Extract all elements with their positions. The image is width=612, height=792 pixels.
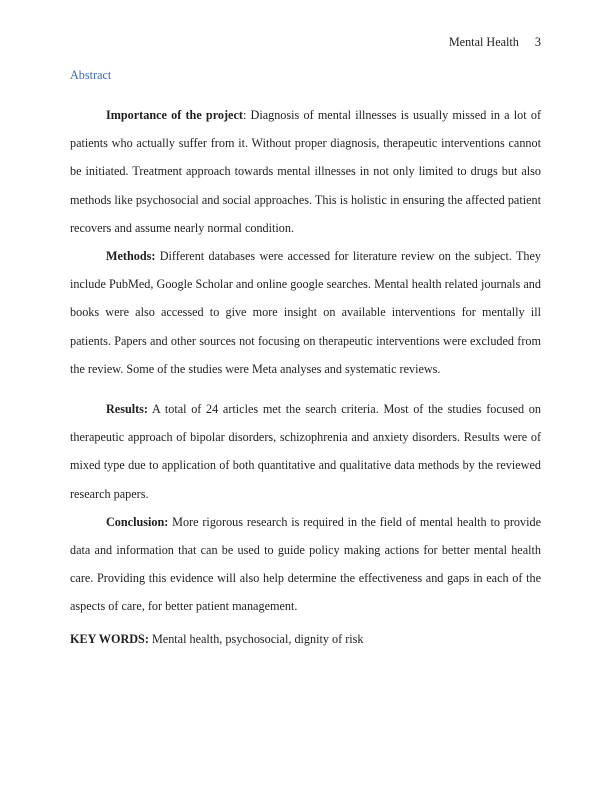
- paragraph-methods-text: Different databases were accessed for literature review on the subject. They include PubMed, Google Scholar and online google searches. Mental health related journals and books were also accessed to give more insight on available interventions for mentally ill patients. Papers and other sources not focusing on therapeutic interventions were excluded from the review. Some of the studies were Meta analyses and systematic reviews.: [70, 249, 541, 376]
- paragraph-importance-label: Importance of the project: [106, 108, 243, 122]
- keywords-text: Mental health, psychosocial, dignity of risk: [148, 631, 364, 646]
- paragraph-importance: [70, 101, 541, 242]
- paragraph-methods-label: Methods:: [106, 249, 156, 264]
- paragraph-results: [70, 395, 541, 508]
- paragraph-conclusion-label: Conclusion:: [106, 514, 169, 529]
- page-number: 3: [534, 35, 541, 49]
- paragraph-methods: [70, 242, 541, 383]
- page-header: [449, 35, 541, 49]
- paragraph-conclusion-text: More rigorous research is required in the field of mental health to provide data and information that can be used to guide policy making actions for better mental health care. Providing this evidence will also help determine the effectiveness and gaps in each of the aspects of care, for better patient management.: [70, 514, 541, 614]
- keywords-label: KEY WORDS:: [70, 631, 149, 646]
- abstract-body: [70, 101, 541, 653]
- paragraph-results-text: A total of 24 articles met the search criteria. Most of the studies focused on therapeutic approach of bipolar disorders, schizophrenia and anxiety disorders. Results were of mixed type due to application of both quantitative and qualitative data methods by the reviewed research papers.: [70, 402, 541, 501]
- keywords-line: [70, 625, 541, 653]
- paragraph-importance-text: : Diagnosis of mental illnesses is usually missed in a lot of patients who actually suffer from it. Without proper diagnosis, therapeutic interventions cannot be initiated. Treatment approach towards mental illnesses in not only limited to drugs but also methods like psychosocial and social approaches. This is holistic in ensuring the affected patient recovers and assume nearly normal condition.: [70, 108, 541, 235]
- paragraph-conclusion: [70, 508, 541, 621]
- paragraph-results-label: Results:: [106, 402, 148, 417]
- running-head: Mental Health: [448, 35, 519, 49]
- abstract-heading: Abstract: [70, 68, 112, 82]
